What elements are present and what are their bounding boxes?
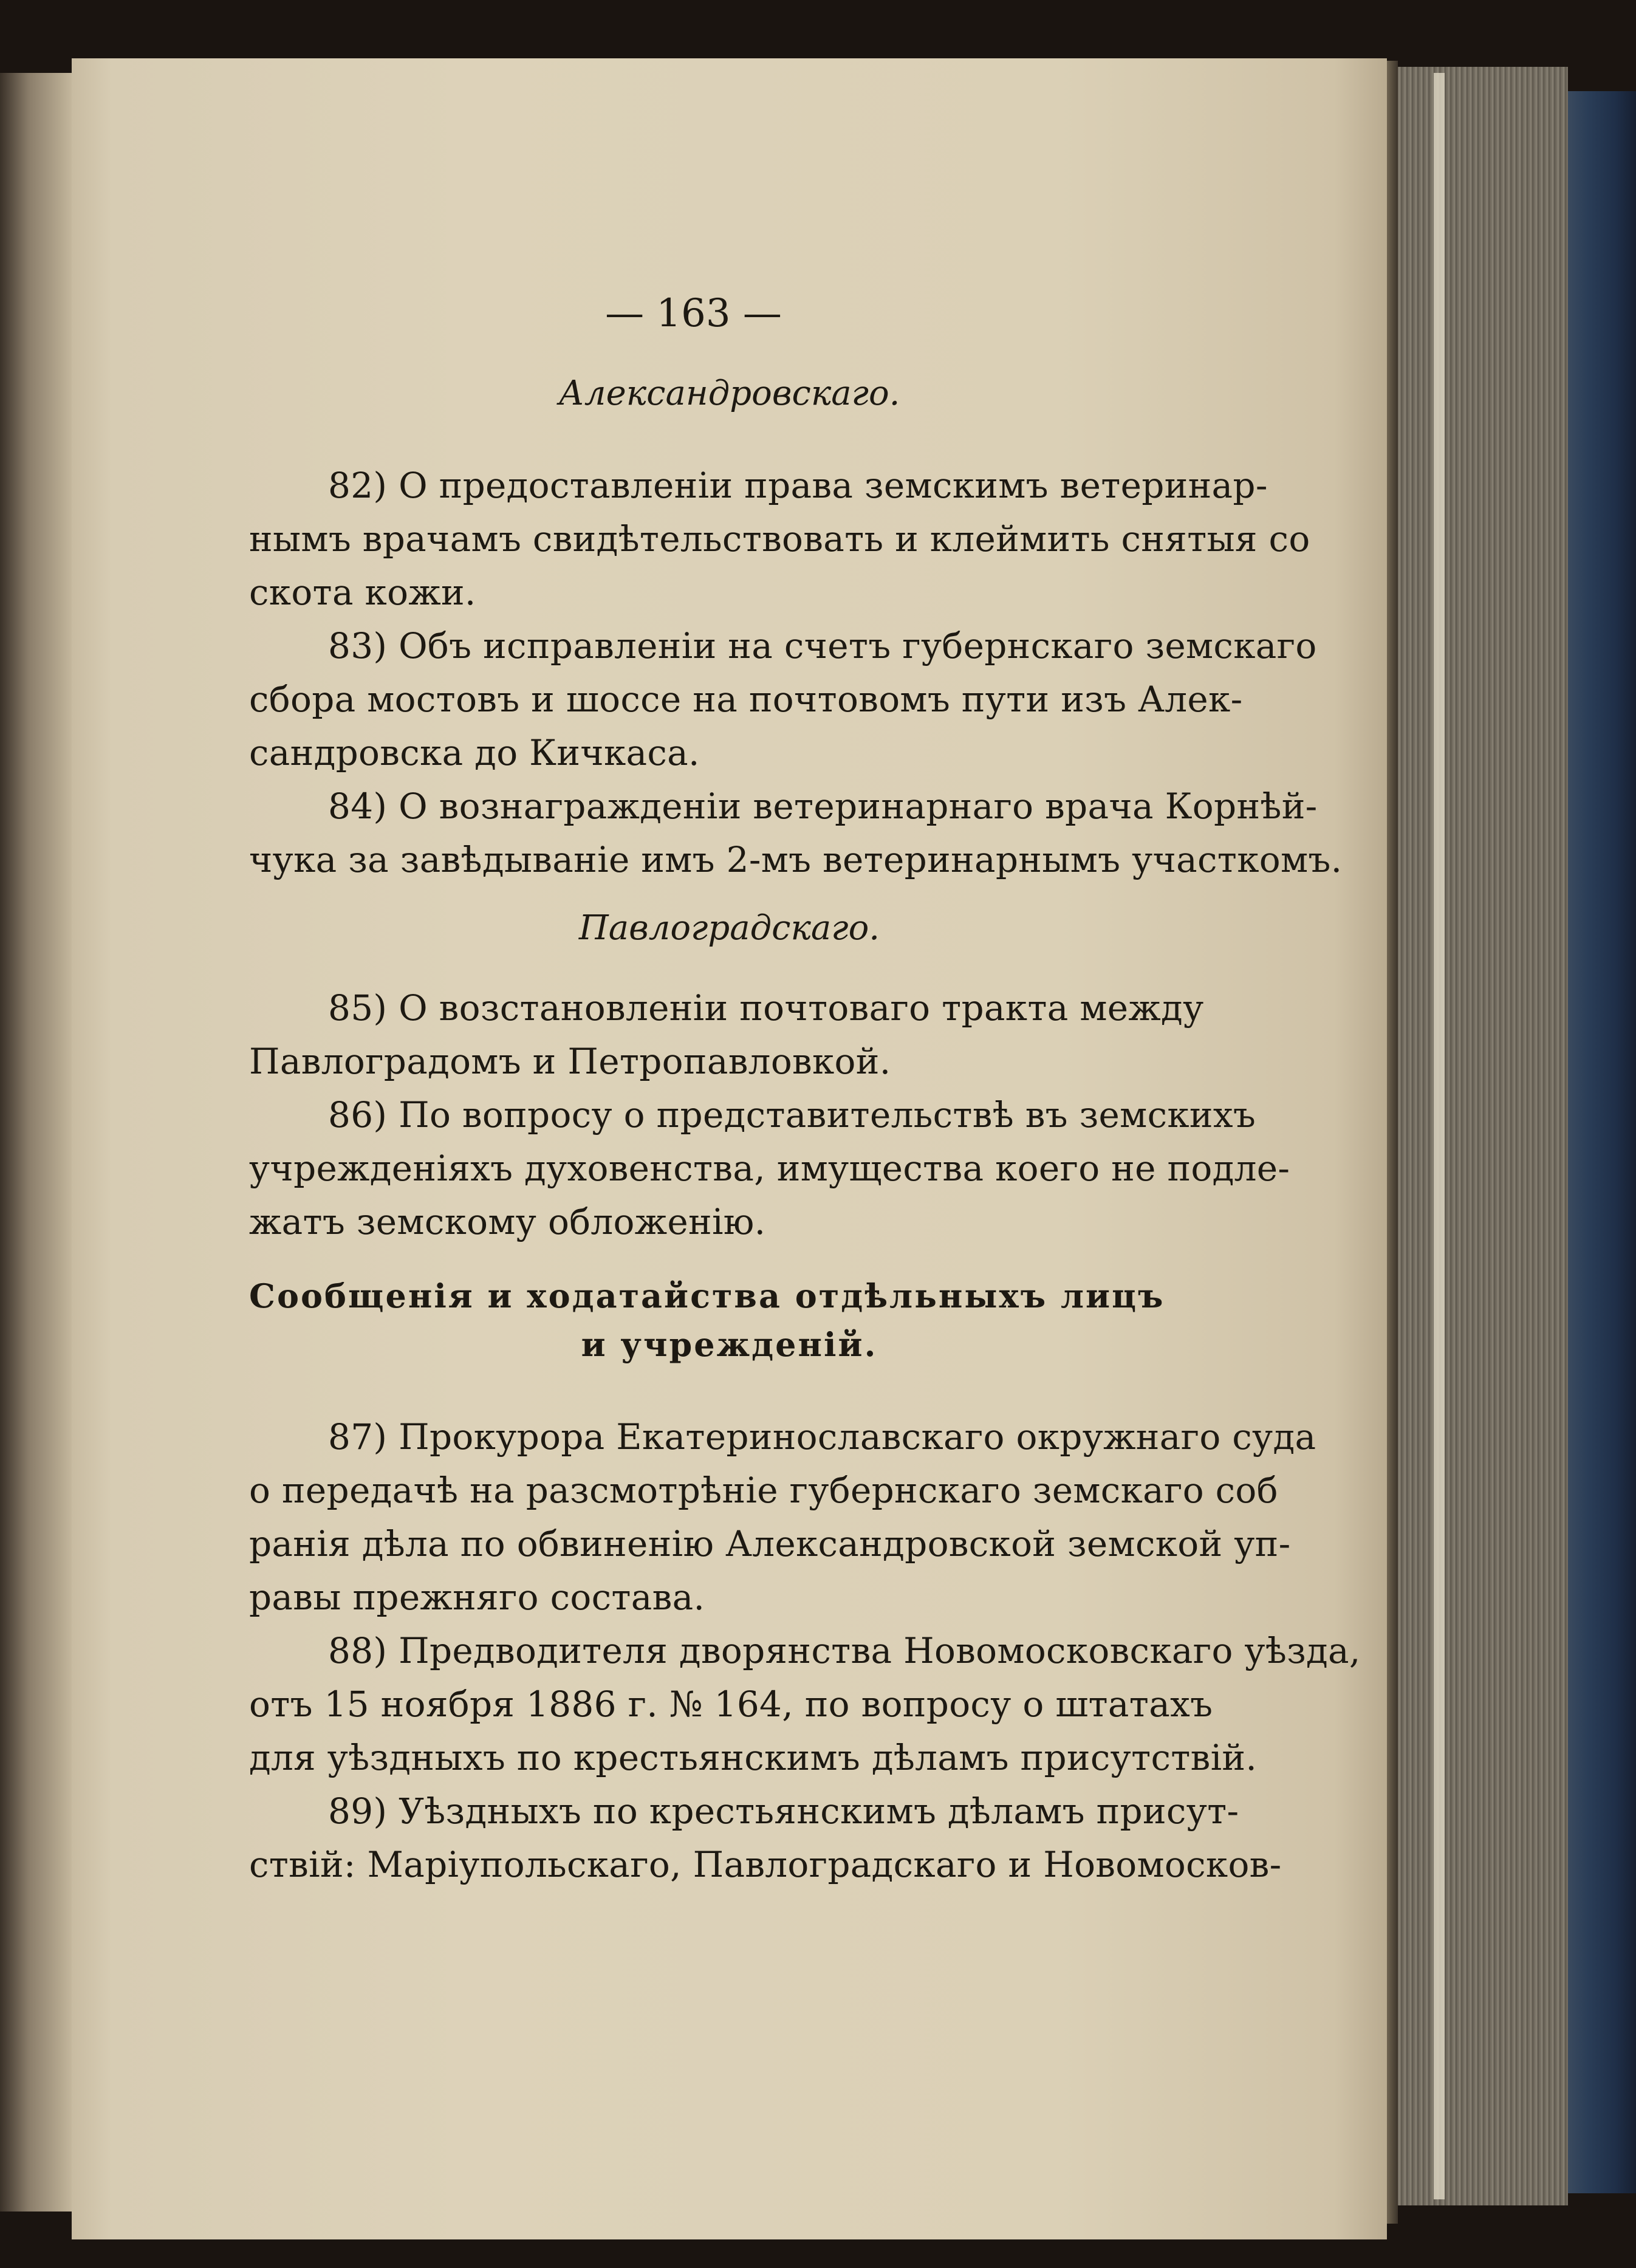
paragraph-line: сбора мостовъ и шоссе на почтовомъ пути изъ Алек- bbox=[249, 679, 1243, 720]
section-heading-aleksandrovsk: Александровскаго. bbox=[558, 374, 900, 413]
section-heading-pavlograd: Павлоградскаго. bbox=[578, 908, 880, 948]
paragraph-line: 87) Прокурора Екатеринославскаго окружнаго суда bbox=[328, 1416, 1316, 1458]
book-block-highlight bbox=[1434, 73, 1445, 2199]
paragraph-line: 86) По вопросу о представительствѣ въ земскихъ bbox=[328, 1094, 1256, 1136]
paragraph-line: 88) Предводителя дворянства Новомосковскаго уѣзда, bbox=[328, 1630, 1361, 1671]
page-number: — 163 — bbox=[605, 291, 782, 336]
paragraph-line: скота кожи. bbox=[249, 572, 476, 613]
book-cover bbox=[1568, 91, 1636, 2193]
paragraph-line: равы прежняго состава. bbox=[249, 1577, 705, 1618]
paragraph-line: 82) О предоставленіи права земскимъ ветеринар- bbox=[328, 465, 1268, 506]
paragraph-line: нымъ врачамъ свидѣтельствовать и клеймить снятыя со bbox=[249, 518, 1310, 560]
paragraph-line: чука за завѣдываніе имъ 2-мъ ветеринарнымъ участкомъ. bbox=[249, 839, 1343, 880]
section-title-line-2: и учрежденій. bbox=[581, 1325, 878, 1364]
paragraph-line: жатъ земскому обложенію. bbox=[249, 1201, 766, 1242]
paragraph-line: для уѣздныхъ по крестьянскимъ дѣламъ присутствій. bbox=[249, 1737, 1258, 1778]
paragraph-line: 89) Уѣздныхъ по крестьянскимъ дѣламъ присут- bbox=[328, 1790, 1239, 1832]
section-title-line-1: Сообщенія и ходатайства отдѣльныхъ лицъ bbox=[249, 1276, 1165, 1315]
paragraph-line: учрежденіяхъ духовенства, имущества коего не подле- bbox=[249, 1148, 1290, 1189]
book-block-edge bbox=[1398, 67, 1568, 2205]
paragraph-line: 84) О вознагражденіи ветеринарнаго врача Корнѣй- bbox=[328, 786, 1318, 827]
paragraph-line: ствій: Маріупольскаго, Павлоградскаго и Новомосков- bbox=[249, 1844, 1282, 1885]
paragraph-line: о передачѣ на разсмотрѣніе губернскаго земскаго соб bbox=[249, 1470, 1278, 1511]
paragraph-line: 83) Объ исправленіи на счетъ губернскаго земскаго bbox=[328, 625, 1317, 666]
paragraph-line: отъ 15 ноября 1886 г. № 164, по вопросу о штатахъ bbox=[249, 1684, 1213, 1725]
paragraph-line: сандровска до Кичкаса. bbox=[249, 732, 700, 773]
page-gutter-shadow bbox=[1387, 61, 1398, 2224]
paragraph-line: ранія дѣла по обвиненію Александровской земской уп- bbox=[249, 1523, 1291, 1564]
left-page-edge bbox=[0, 73, 72, 2211]
paragraph-line: 85) О возстановленіи почтоваго тракта между bbox=[328, 987, 1204, 1029]
paragraph-line: Павлоградомъ и Петропавловкой. bbox=[249, 1041, 891, 1082]
